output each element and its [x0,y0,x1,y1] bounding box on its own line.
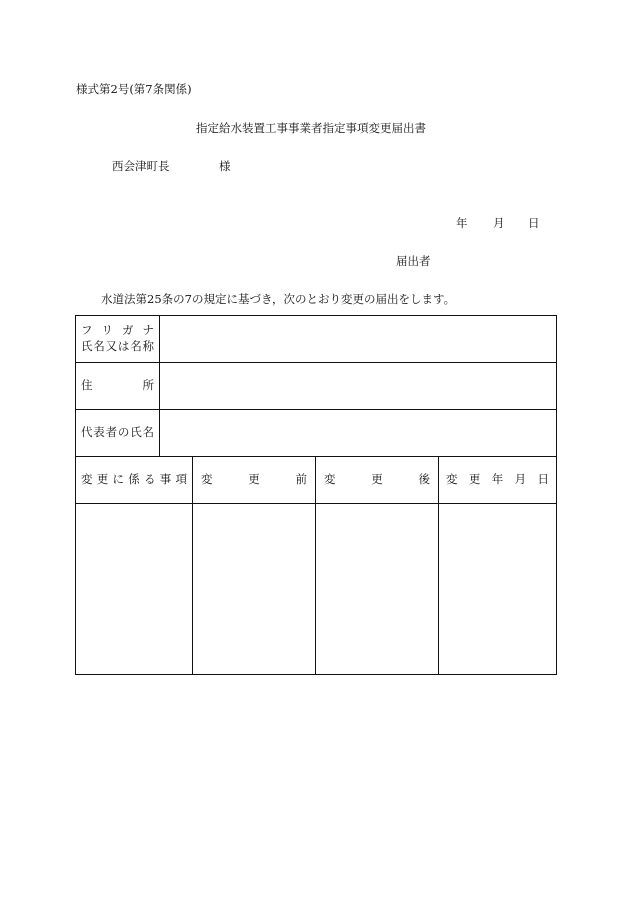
label-char: 月 [514,472,527,486]
column-divider [315,456,316,675]
form-number: 様式第2号(第7条関係) [76,82,192,96]
label-char: リ [101,323,113,337]
column-header-item [81,474,187,486]
column-header-date [446,474,549,486]
label-char: 者 [105,425,118,439]
label-char: 名 [142,425,154,439]
label-column-divider [159,315,160,456]
label-char: 又 [105,339,118,353]
label-char: 日 [537,472,549,486]
representative-label [81,427,154,439]
label-char: 氏 [130,425,142,439]
notifier-label: 届出者 [396,254,431,268]
row-divider [75,409,557,410]
label-char: 表 [93,425,105,439]
label-char: ナ [142,323,154,337]
label-char: 事 [159,472,172,486]
label-char: 変 [201,472,213,486]
intro-statement: 水道法第25条の7の規定に基づき，次のとおり変更の届出をします。 [101,292,456,306]
label-char: 項 [175,472,187,486]
label-char: 年 [491,472,504,486]
row-divider [75,362,557,363]
label-char: は [117,339,130,353]
label-char: 名 [130,339,142,353]
label-char: 後 [418,472,430,486]
column-header-after [324,474,430,486]
date-day-label: 日 [528,216,540,230]
column-header-before [201,474,307,486]
label-char: フ [81,323,93,337]
date-month-label: 月 [493,216,505,230]
label-char: 変 [81,472,93,486]
row-divider [75,456,557,457]
address-label [81,380,154,392]
furigana-label [81,325,154,337]
label-char: 名 [93,339,105,353]
label-char: 更 [96,472,109,486]
label-char: ガ [122,323,134,337]
label-char: 更 [248,472,260,486]
date-year-label: 年 [456,216,468,230]
label-char: 更 [468,472,481,486]
label-char: 係 [128,472,140,486]
label-char: 変 [324,472,336,486]
label-char: 更 [371,472,383,486]
addressee: 西会津町長 [112,159,170,173]
label-char: 変 [446,472,458,486]
label-char: る [144,472,156,486]
document-title: 指定給水装置工事事業者指定事項変更届出書 [196,121,426,135]
label-char: 前 [295,472,307,486]
row-divider [75,503,557,504]
label-char: 称 [142,339,154,353]
table-border [75,315,557,675]
addressee-honorific: 様 [219,159,231,173]
label-char: 氏 [81,339,93,353]
label-char: 住 [81,378,93,392]
name-label [81,341,154,353]
label-char: 代 [81,425,93,439]
label-char: の [117,425,130,439]
label-char: 所 [142,378,154,392]
column-divider [438,456,439,675]
label-char: に [112,472,124,486]
column-divider [192,456,193,675]
